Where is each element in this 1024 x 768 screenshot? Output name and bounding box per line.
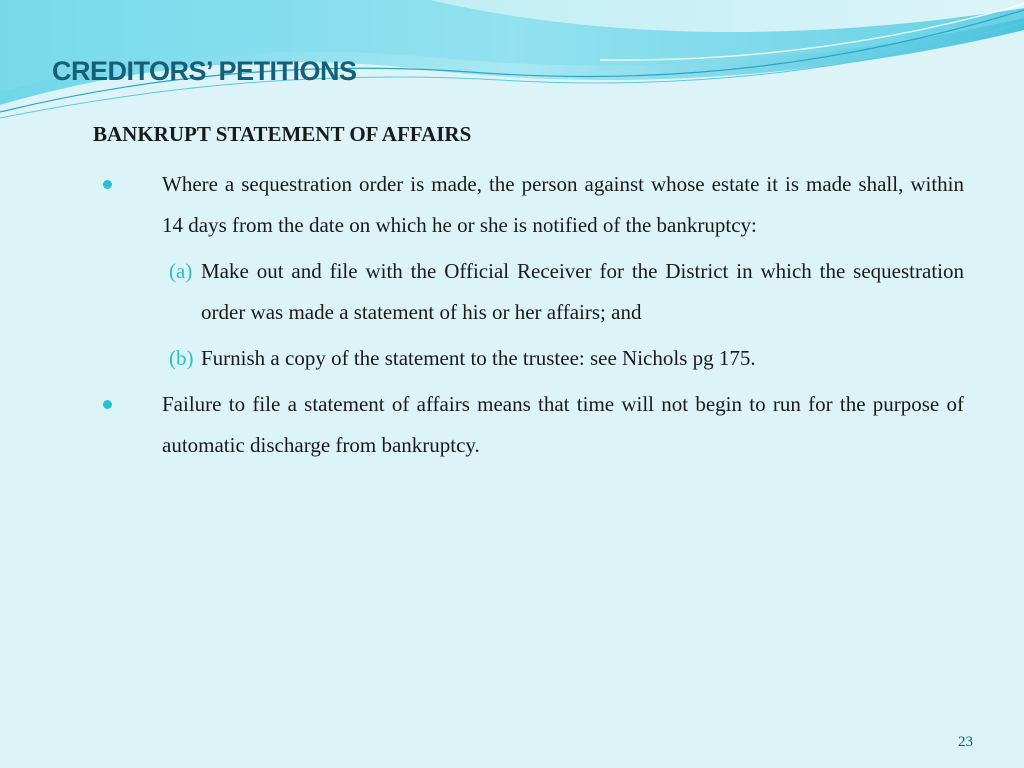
bullet-dot-icon	[103, 180, 112, 189]
sub-list-item	[100, 251, 964, 333]
page-number: 23	[958, 734, 973, 750]
bullet-item	[100, 164, 964, 246]
bullet-text: Where a sequestration order is made, the person against whose estate it is made shall, within 14 days from the date on which he or she is notified of the bankruptcy:	[162, 172, 964, 237]
bullet-dot-icon	[103, 400, 112, 409]
bullet-item	[100, 384, 964, 466]
sub-list-item	[100, 338, 964, 379]
sub-item-text: Furnish a copy of the statement to the trustee: see Nichols pg 175.	[201, 346, 756, 370]
slide-title: CREDITORS’ PETITIONS	[52, 56, 357, 86]
sub-item-marker: (b)	[169, 346, 194, 370]
section-subheading: BANKRUPT STATEMENT OF AFFAIRS	[93, 122, 472, 146]
sub-item-text: Make out and file with the Official Receiver for the District in which the sequestration order was made a statement of his or her affairs; and	[201, 259, 964, 324]
sub-item-marker: (a)	[169, 259, 193, 283]
bullet-text: Failure to file a statement of affairs means that time will not begin to run for the purpose of automatic discharge from bankruptcy.	[162, 392, 964, 457]
slide-body	[100, 164, 964, 471]
